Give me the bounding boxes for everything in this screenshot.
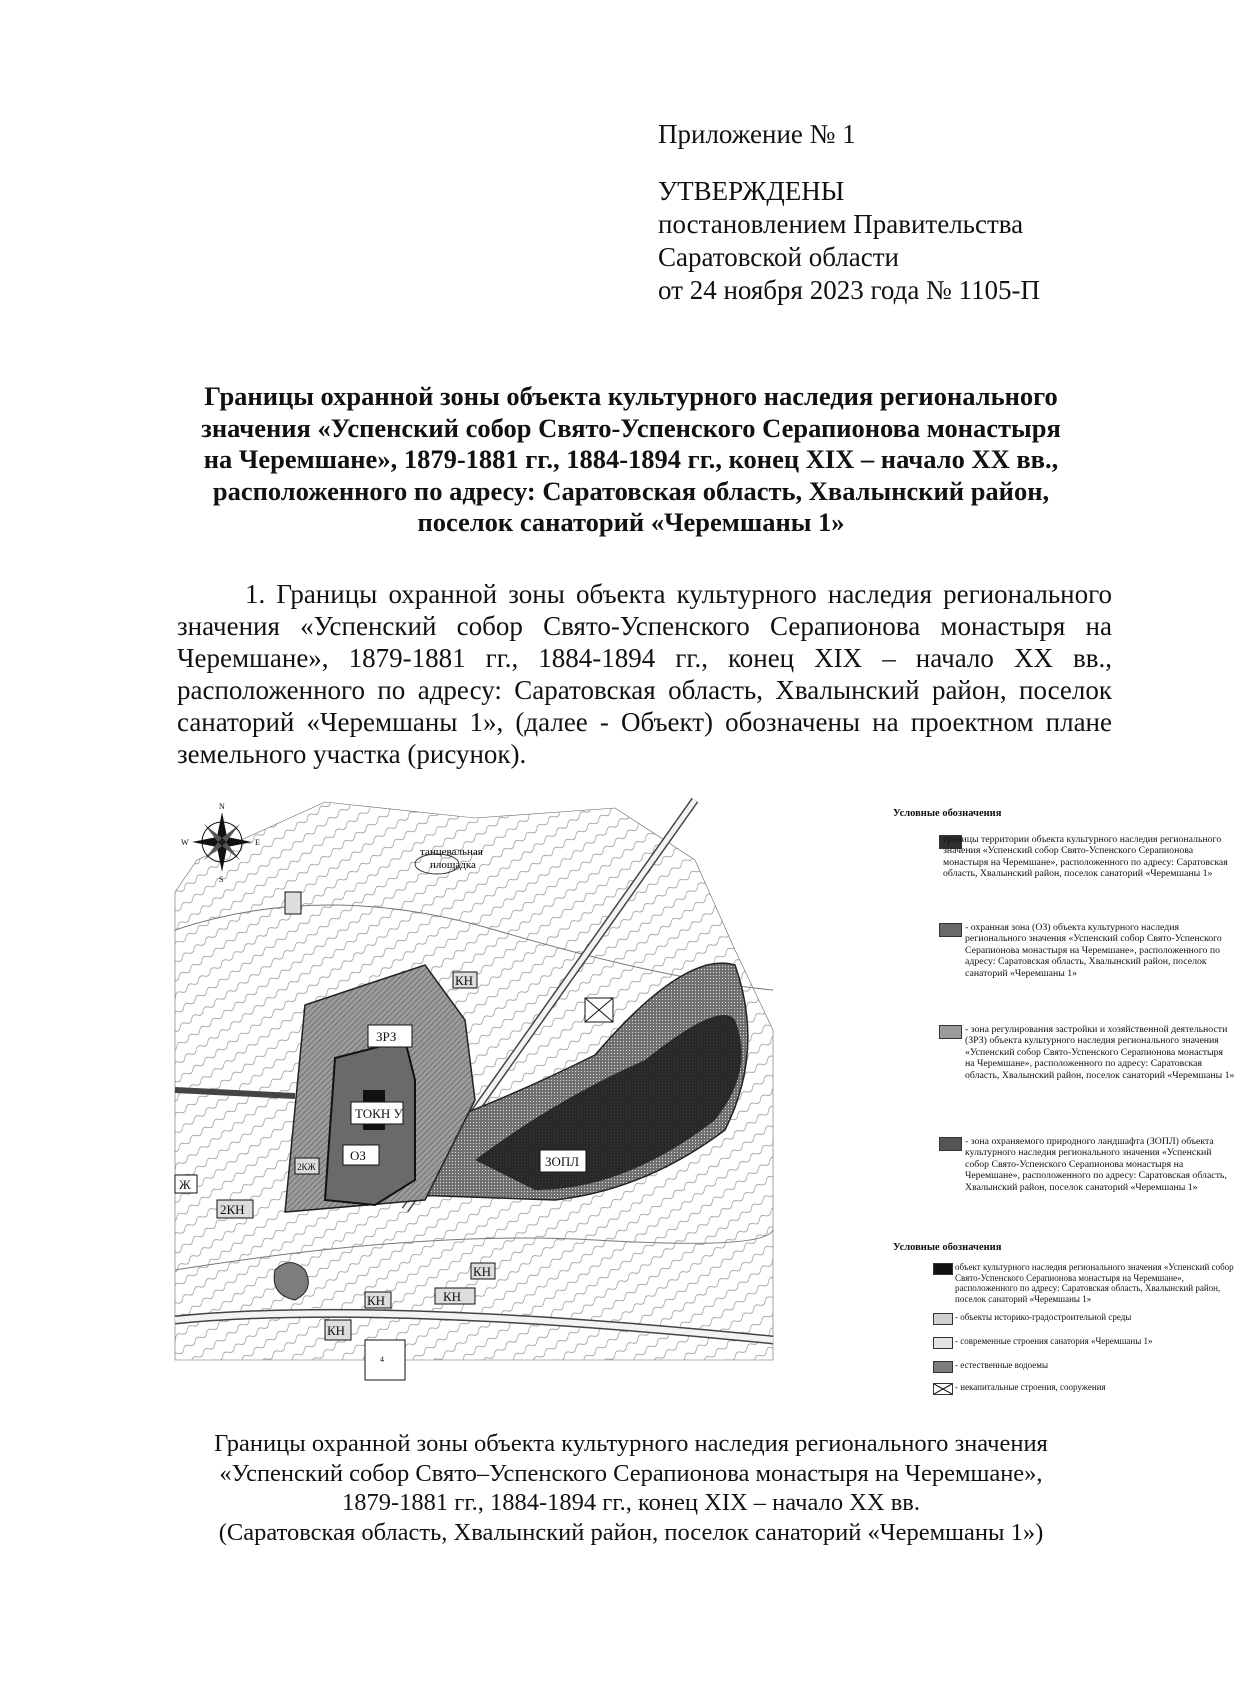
caption-line: «Успенский собор Свято–Успенского Серапионова монастыря на Черемшане», (219, 1459, 1043, 1487)
legend-swatch (939, 923, 962, 937)
label-2kzh: 2КЖ (297, 1162, 316, 1172)
legend-header: Условные обозначения (893, 808, 1002, 819)
body-paragraph: 1. Границы охранной зоны объекта культурного наследия регионального значения «Успенский собор Свято-Успенского Серапионова монастыря на Черемшане», 1879-1881 гг., 1884-1894 гг., конец XIX – начало XX вв., расположенного по адресу: Саратовская область, Хвалынский район, поселок санаторий «Черемшаны 1», (далее - Объект) обозначены на проектном плане земельного участка (рисунок). (177, 579, 1112, 769)
legend-text: - естественные водоемы (955, 1360, 1049, 1370)
svg-text:N: N (219, 802, 225, 811)
legend-text: - некапитальные строения, сооружения (955, 1382, 1106, 1392)
figure (175, 800, 1235, 1398)
svg-text:W: W (181, 838, 189, 847)
svg-text:E: E (255, 838, 260, 847)
label-zrz: ЗРЗ (376, 1029, 397, 1044)
legend-swatch (933, 1337, 953, 1349)
legend-header-2: Условные обозначения (893, 1242, 1002, 1253)
approved-heading: УТВЕРЖДЕНЫ (658, 176, 845, 206)
legend-swatch (933, 1263, 953, 1275)
approval-line-2: Саратовской области (658, 242, 899, 272)
label-4: 4 (380, 1355, 384, 1364)
approval-line-3: от 24 ноября 2023 года № 1105-П (658, 275, 1041, 305)
label-kn: КН (473, 1264, 492, 1279)
svg-text:S: S (219, 875, 224, 884)
caption-line: 1879-1881 гг., 1884-1894 гг., конец XIX – начало XX вв. (342, 1489, 920, 1516)
legend-swatch (933, 1361, 953, 1373)
legend-swatch-cross-icon (933, 1383, 953, 1395)
legend-text: границы территории объекта культурного наследия регионального значения «Успенский собор Свято-Успенского Серапионова монастыря на Черемшане», расположенного по адресу: Саратовская область, Хвалынский район, поселок санаторий «Черемшаны 1» (943, 834, 1228, 880)
legend-text: - современные строения санатория «Черемшаны 1» (955, 1336, 1153, 1346)
approval-block (658, 118, 1040, 307)
legend-text: объект культурного наследия регионального значения «Успенский собор Свято-Успенского Серапионова монастыря на Черемшане», расположенного по адресу: Саратовская область, Хвалынский район, поселок санаторий «Черемшаны 1» (955, 1262, 1234, 1304)
legend-text: - зона охраняемого природного ландшафта (ЗОПЛ) объекта культурного наследия регионального значения «Успенский собор Свято-Успенского Серапионова монастыря на Черемшане», расположенного по адресу: Саратовская область, Хвалынский район, поселок санаторий «Черемшаны 1» (965, 1136, 1227, 1193)
legend-text: - зона регулирования застройки и хозяйственной деятельности (ЗРЗ) объекта культурного наследия регионального значения «Успенский собор Свято-Успенского Серапионова монастыря на Черемшане», расположенного по адресу: Саратовская область, Хвалынский район, поселок санаторий «Черемшаны 1» (965, 1024, 1235, 1081)
label-kn: КН (327, 1323, 346, 1338)
label-kn: КН (367, 1293, 386, 1308)
figure-caption (150, 1429, 1112, 1547)
svg-text:танцевальная: танцевальная (420, 846, 483, 858)
legend-swatch (933, 1313, 953, 1325)
label-kn: КН (443, 1289, 462, 1304)
appendix-number: Приложение № 1 (658, 119, 856, 149)
label-zopl: ЗОПЛ (545, 1154, 580, 1169)
svg-text:площадка: площадка (430, 859, 476, 871)
title-line: на Черемшане», 1879-1881 гг., 1884-1894 гг., конец XIX – начало XX вв., (203, 444, 1059, 474)
legend-text: - охранная зона (ОЗ) объекта культурного наследия регионального значения «Успенский собор Свято-Успенского Серапионова монастыря на Черемшане», расположенного по адресу: Саратовская область, Хвалынский район, поселок санаторий «Черемшаны 1» (965, 922, 1222, 979)
label-kn: КН (455, 973, 474, 988)
caption-line: (Саратовская область, Хвалынский район, поселок санаторий «Черемшаны 1») (218, 1518, 1044, 1546)
approval-line-1: постановлением Правительства (658, 209, 1024, 239)
label-oz: ОЗ (350, 1148, 366, 1163)
document-title (150, 381, 1112, 539)
legend-text: - объекты историко-градостроительной среды (955, 1312, 1132, 1322)
legend-swatch (939, 1137, 962, 1151)
label-2kn: 2КН (220, 1202, 245, 1217)
caption-line: Границы охранной зоны объекта культурного наследия регионального значения (214, 1430, 1048, 1457)
site-plan-map (175, 800, 773, 1394)
title-line: поселок санаторий «Черемшаны 1» (417, 507, 845, 537)
title-line: Границы охранной зоны объекта культурного наследия регионального (204, 381, 1058, 411)
title-line: значения «Успенский собор Свято-Успенского Серапионова монастыря (201, 412, 1061, 443)
map-legend (773, 800, 1235, 1398)
label-zh: Ж (179, 1177, 191, 1192)
title-line: расположенного по адресу: Саратовская область, Хвалынский район, (212, 475, 1050, 506)
legend-swatch (939, 1025, 962, 1039)
temporary-structure (585, 998, 613, 1022)
label-tokn: ТОКН У (355, 1106, 403, 1121)
